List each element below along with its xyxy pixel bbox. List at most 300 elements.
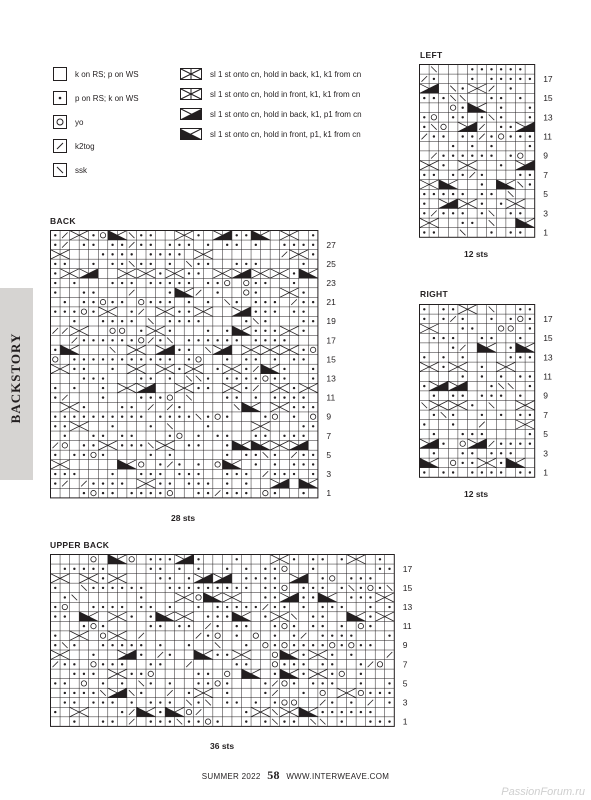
right-chart-purl-dot [462,356,464,358]
upper-back-chart-purl-dot [388,682,390,684]
back-chart-row-number: 23 [326,278,336,289]
back-chart-purl-dot [255,301,257,303]
upper-back-chart-purl-dot [360,663,362,665]
back-chart-purl-dot [245,492,247,494]
back-chart-purl-dot [226,396,228,398]
back-chart-purl-dot [111,320,113,322]
back-chart-purl-dot [255,358,257,360]
legend-k2tog-text: k2tog [75,141,95,151]
back-chart-row-number: 1 [326,488,332,499]
upper-back-chart-purl-dot [64,682,66,684]
right-chart-purl-dot [442,356,444,358]
left-chart-purl-dot [529,78,531,80]
back-chart-purl-dot [83,301,85,303]
upper-back-chart-purl-dot [150,682,152,684]
left-chart-purl-dot [500,126,502,128]
back-chart-purl-dot [130,282,132,284]
back-chart-purl-dot [92,416,94,418]
back-chart-purl-dot [245,377,247,379]
upper-back-chart-purl-dot [130,615,132,617]
back-chart-purl-dot [130,416,132,418]
back-chart-purl-dot [64,435,66,437]
upper-back-chart-purl-dot [302,596,304,598]
back-chart-purl-dot [178,473,180,475]
back-chart-purl-dot [293,435,295,437]
back-chart-purl-dot [197,234,199,236]
upper-back-chart-purl-dot [274,577,276,579]
back-chart-purl-dot [293,272,295,274]
right-chart-purl-dot [442,308,444,310]
back-chart-row-number: 27 [326,239,336,250]
upper-back-chart-purl-dot [92,587,94,589]
upper-back-chart-row-number: 13 [402,602,413,613]
back-chart-purl-dot [159,253,161,255]
back-chart-purl-dot [121,320,123,322]
back-chart-purl-dot [159,282,161,284]
upper-back-chart-purl-dot [255,606,257,608]
back-chart-purl-dot [83,339,85,341]
upper-back-chart-purl-dot [111,606,113,608]
upper-back-chart-purl-dot [150,663,152,665]
upper-back-chart-purl-dot [379,568,381,570]
right-chart-purl-dot [462,462,464,464]
back-chart-purl-dot [111,339,113,341]
legend-cable-3-text: sl 1 st onto cn, hold in back, k1, p1 from cn [210,109,362,119]
back-chart-purl-dot [140,396,142,398]
back-chart-purl-dot [178,244,180,246]
upper-back-chart-purl-dot [350,701,352,703]
right-chart-purl-dot [519,395,521,397]
left-chart-purl-dot [423,126,425,128]
upper-back-chart-grid [50,554,420,728]
upper-back-chart-purl-dot [169,606,171,608]
upper-back-chart-purl-dot [255,701,257,703]
upper-back-chart-purl-dot [331,654,333,656]
right-chart-purl-dot [529,375,531,377]
back-chart-purl-dot [255,263,257,265]
left-chart-purl-dot [462,222,464,224]
right-chart-purl-dot [442,366,444,368]
right-chart-purl-dot [500,452,502,454]
upper-back-chart-purl-dot [379,692,381,694]
right-chart-purl-dot [529,471,531,473]
back-chart-row-number: 9 [326,411,332,422]
back-chart-purl-dot [197,320,199,322]
left-chart-purl-dot [500,78,502,80]
back-chart-purl-dot [226,454,228,456]
left-chart-row-number: 15 [543,93,553,104]
upper-back-chart-purl-dot [302,654,304,656]
back-chart-purl-dot [245,358,247,360]
back-chart-purl-dot [302,301,304,303]
left-chart-row-number: 13 [543,112,553,123]
upper-back-chart-purl-dot [341,644,343,646]
back-chart-purl-dot [245,387,247,389]
back-chart-purl-dot [102,358,104,360]
left-chart-purl-dot [490,193,492,195]
back-chart-purl-dot [207,482,209,484]
back-chart-purl-dot [197,339,199,341]
upper-back-chart-purl-dot [159,577,161,579]
back-chart-purl-dot [264,339,266,341]
back-chart-purl-dot [312,301,314,303]
upper-back-chart-purl-dot [197,720,199,722]
upper-back-chart-purl-dot [169,720,171,722]
left-chart-purl-dot [462,87,464,89]
back-chart-purl-dot [121,406,123,408]
back-chart-purl-dot [140,377,142,379]
page-footer [0,768,591,783]
upper-back-chart-purl-dot [341,587,343,589]
right-chart-purl-dot [471,433,473,435]
back-chart-row-number: 15 [326,354,336,365]
left-chart-purl-dot [510,87,512,89]
back-chart-purl-dot [159,301,161,303]
back-chart-purl-dot [102,377,104,379]
back-chart-purl-dot [121,416,123,418]
left-chart-purl-dot [510,212,512,214]
upper-back-chart-purl-dot [178,568,180,570]
back-chart-purl-dot [264,282,266,284]
back-chart-purl-dot [274,396,276,398]
upper-back-chart-purl-dot [293,558,295,560]
left-chart-purl-dot [442,212,444,214]
upper-back-chart-purl-dot [73,644,75,646]
back-chart-purl-dot [111,482,113,484]
back-chart-purl-dot [150,234,152,236]
back-chart-purl-dot [140,234,142,236]
upper-back-chart-row-number: 17 [402,563,413,574]
upper-back-chart-purl-dot [121,644,123,646]
upper-back-chart-purl-dot [331,711,333,713]
back-chart-purl-dot [73,282,75,284]
upper-back-chart-purl-dot [321,606,323,608]
upper-back-chart-purl-dot [283,720,285,722]
right-chart-purl-dot [471,404,473,406]
upper-back-chart-purl-dot [226,615,228,617]
legend-cable-2 [180,87,360,101]
back-chart-purl-dot [293,387,295,389]
upper-back-chart-purl-dot [130,644,132,646]
upper-back-chart-purl-dot [302,606,304,608]
back-chart-purl-dot [293,358,295,360]
left-chart-purl-dot [529,116,531,118]
upper-back-chart-purl-dot [283,606,285,608]
right-stitch-count: 12 sts [464,489,489,499]
back-chart-purl-dot [121,253,123,255]
right-chart-purl-dot [490,385,492,387]
back-chart-purl-dot [169,320,171,322]
watermark-text: PassionForum.ru [501,786,585,798]
back-chart-purl-dot [92,291,94,293]
back-chart-purl-dot [102,454,104,456]
back-chart-purl-dot [73,387,75,389]
upper-back-chart-purl-dot [140,644,142,646]
upper-back-chart-purl-dot [360,587,362,589]
legend-cable-3 [180,107,362,121]
back-chart-purl-dot [245,320,247,322]
right-chart-row-number: 15 [543,333,553,344]
back-chart-purl-dot [274,358,276,360]
upper-back-chart-purl-dot [264,682,266,684]
back-chart-purl-dot [64,310,66,312]
upper-back-chart-purl-dot [169,587,171,589]
back-chart-purl-dot [255,291,257,293]
back-chart-purl-dot [188,444,190,446]
right-chart-purl-dot [519,443,521,445]
right-chart-purl-dot [423,318,425,320]
right-chart-purl-dot [481,414,483,416]
back-chart-purl-dot [121,263,123,265]
back-chart-purl-dot [92,301,94,303]
upper-back-chart-purl-dot [321,625,323,627]
back-chart-purl-dot [92,377,94,379]
back-chart-purl-dot [64,301,66,303]
upper-back-chart-purl-dot [274,644,276,646]
back-chart-purl-dot [274,310,276,312]
back-chart-purl-dot [92,444,94,446]
back-chart-purl-dot [83,377,85,379]
right-chart-purl-dot [481,433,483,435]
back-chart-purl-dot [188,244,190,246]
back-chart-purl-dot [178,406,180,408]
left-chart-purl-dot [500,203,502,205]
left-chart-purl-dot [423,97,425,99]
back-chart-purl-dot [207,492,209,494]
left-chart-purl-dot [462,174,464,176]
upper-back-chart-purl-dot [360,673,362,675]
upper-back-chart-purl-dot [150,568,152,570]
back-chart-purl-dot [121,244,123,246]
upper-back-chart-purl-dot [226,587,228,589]
back-chart-purl-dot [283,339,285,341]
back-chart-purl-dot [54,282,56,284]
upper-back-chart-purl-dot [159,701,161,703]
right-chart-purl-dot [471,462,473,464]
left-chart-purl-dot [462,212,464,214]
back-chart-purl-dot [236,492,238,494]
back-chart-purl-dot [245,234,247,236]
back-chart-purl-dot [92,244,94,246]
right-chart-purl-dot [500,375,502,377]
upper-back-chart-purl-dot [360,711,362,713]
upper-back-chart-purl-dot [188,720,190,722]
upper-back-chart-purl-dot [312,558,314,560]
upper-back-chart-row-number: 15 [402,582,413,593]
left-chart-purl-dot [452,155,454,157]
cable-front-purl-icon [180,128,202,140]
back-chart-purl-dot [302,291,304,293]
back-chart-purl-dot [197,482,199,484]
right-chart-grid [419,304,560,479]
back-chart-purl-dot [226,492,228,494]
upper-back-chart-purl-dot [216,606,218,608]
back-chart-purl-dot [64,425,66,427]
upper-back-chart-title: UPPER BACK [50,540,110,550]
back-chart-purl-dot [255,282,257,284]
upper-back-chart-purl-dot [207,587,209,589]
legend-yo [53,115,83,129]
left-chart-title: LEFT [420,50,443,60]
knit-symbol-icon [53,67,67,81]
back-chart-purl-dot [73,358,75,360]
upper-back-chart-purl-dot [111,663,113,665]
left-chart-purl-dot [462,155,464,157]
back-chart-purl-dot [83,406,85,408]
upper-back-chart-purl-dot [369,596,371,598]
back-chart-purl-dot [293,310,295,312]
yo-symbol-icon [53,115,67,129]
back-chart-purl-dot [188,272,190,274]
left-chart-purl-dot [462,116,464,118]
upper-back-chart-purl-dot [341,606,343,608]
back-chart-purl-dot [293,463,295,465]
right-chart-purl-dot [510,443,512,445]
upper-back-chart-purl-dot [369,615,371,617]
upper-back-chart-purl-dot [102,644,104,646]
back-chart-purl-dot [92,263,94,265]
upper-back-chart-purl-dot [92,701,94,703]
right-chart-row-number: 3 [543,448,548,459]
back-chart-purl-dot [178,253,180,255]
back-chart-purl-dot [226,473,228,475]
back-chart-purl-dot [111,425,113,427]
back-chart-purl-dot [54,416,56,418]
back-chart-purl-dot [283,435,285,437]
back-chart-purl-dot [73,454,75,456]
right-chart-purl-dot [490,318,492,320]
upper-back-chart-purl-dot [226,654,228,656]
back-chart-purl-dot [111,301,113,303]
upper-back-chart-purl-dot [54,615,56,617]
back-chart-purl-dot [188,416,190,418]
back-chart-purl-dot [121,301,123,303]
left-chart-purl-dot [471,135,473,137]
back-chart-purl-dot [178,368,180,370]
upper-back-stitch-count: 36 sts [210,741,235,751]
upper-back-chart-purl-dot [302,663,304,665]
back-chart-purl-dot [130,435,132,437]
back-chart-purl-dot [312,454,314,456]
back-chart-purl-dot [302,396,304,398]
upper-back-chart-purl-dot [293,720,295,722]
legend-k2tog [53,139,95,153]
upper-back-chart-purl-dot [360,596,362,598]
upper-back-chart-purl-dot [188,577,190,579]
left-chart-purl-dot [442,97,444,99]
back-chart-purl-dot [207,425,209,427]
back-chart-purl-dot [140,416,142,418]
right-chart-purl-dot [452,308,454,310]
upper-back-chart-purl-dot [264,615,266,617]
upper-back-chart-purl-dot [121,606,123,608]
upper-back-chart-purl-dot [321,682,323,684]
back-chart-purl-dot [111,244,113,246]
back-chart-purl-dot [111,253,113,255]
upper-back-chart-purl-dot [388,606,390,608]
upper-back-chart-row-number: 3 [402,697,408,708]
back-chart-purl-dot [130,310,132,312]
left-chart-purl-dot [529,183,531,185]
upper-back-chart-purl-dot [64,692,66,694]
upper-back-chart-purl-dot [321,634,323,636]
back-chart-purl-dot [54,263,56,265]
legend-cable-4 [180,127,361,141]
upper-back-chart-purl-dot [159,625,161,627]
right-chart-purl-dot [462,433,464,435]
left-chart-purl-dot [423,174,425,176]
back-chart-purl-dot [150,358,152,360]
upper-back-chart-purl-dot [197,587,199,589]
right-chart-purl-dot [481,337,483,339]
back-chart-purl-dot [255,244,257,246]
back-chart-purl-dot [92,339,94,341]
back-chart-purl-dot [188,349,190,351]
right-chart-purl-dot [471,327,473,329]
upper-back-chart-purl-dot [293,682,295,684]
upper-back-chart-purl-dot [111,644,113,646]
back-chart-purl-dot [302,435,304,437]
upper-back-chart-purl-dot [388,701,390,703]
upper-back-chart-purl-dot [321,558,323,560]
back-chart-purl-dot [226,444,228,446]
back-chart-purl-dot [130,320,132,322]
right-chart-purl-dot [433,452,435,454]
left-chart-purl-dot [433,174,435,176]
right-chart-purl-dot [442,471,444,473]
back-chart-purl-dot [283,244,285,246]
back-chart-purl-dot [283,368,285,370]
back-chart-purl-dot [64,263,66,265]
left-chart-purl-dot [442,193,444,195]
upper-back-chart-purl-dot [236,587,238,589]
upper-back-chart-purl-dot [312,682,314,684]
left-chart-purl-dot [519,174,521,176]
back-chart-row-number: 11 [326,392,336,403]
back-chart-row-number: 19 [326,316,336,327]
back-chart-purl-dot [54,454,56,456]
back-chart-purl-dot [302,492,304,494]
back-chart-purl-dot [283,377,285,379]
upper-back-chart-purl-dot [226,606,228,608]
back-chart-row-number: 21 [326,297,336,308]
upper-back-chart-purl-dot [360,682,362,684]
upper-back-chart-purl-dot [302,673,304,675]
left-chart-purl-dot [442,164,444,166]
upper-back-chart-purl-dot [274,596,276,598]
right-chart-purl-dot [490,337,492,339]
back-chart-purl-dot [197,444,199,446]
back-chart-title: BACK [50,216,76,226]
back-chart-purl-dot [178,282,180,284]
back-chart-purl-dot [102,482,104,484]
upper-back-chart-row-number: 9 [402,640,408,651]
back-chart-purl-dot [159,482,161,484]
upper-back-chart-purl-dot [188,587,190,589]
right-chart-purl-dot [529,433,531,435]
back-chart-purl-dot [150,253,152,255]
left-chart-purl-dot [442,155,444,157]
left-chart-purl-dot [490,145,492,147]
back-chart-purl-dot [54,234,56,236]
back-chart-purl-dot [54,387,56,389]
left-chart-purl-dot [510,231,512,233]
back-chart-purl-dot [236,301,238,303]
back-chart-purl-dot [130,492,132,494]
back-chart-purl-dot [264,435,266,437]
upper-back-chart-purl-dot [73,701,75,703]
back-chart-purl-dot [102,435,104,437]
